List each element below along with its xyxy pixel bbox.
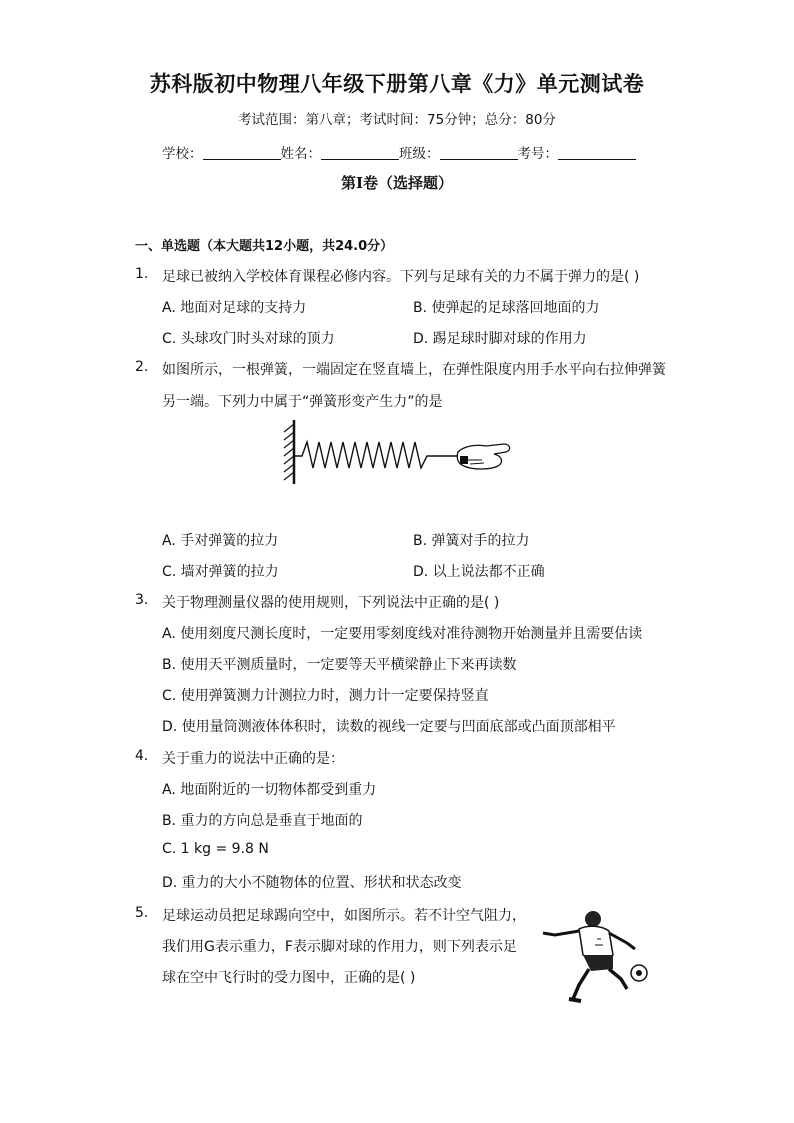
- question-number: 1.: [135, 266, 149, 282]
- part-title: 第I卷（选择题）: [340, 174, 454, 192]
- question-stem: 关于物理测量仪器的使用规则，下列说法中正确的是( ): [162, 595, 500, 611]
- question-stem: 足球已被纳入学校体育课程必修内容。下列与足球有关的力不属于弹力的是( ): [162, 269, 640, 285]
- option-d[interactable]: D. 重力的大小不随物体的位置、形状和状态改变: [162, 875, 462, 891]
- question-stem: 关于重力的说法中正确的是：: [162, 751, 344, 767]
- spring-figure: [280, 416, 520, 488]
- number-blank[interactable]: [558, 145, 636, 160]
- number-label: 考号：: [517, 146, 558, 162]
- option-c[interactable]: C. 1 kg = 9.8 N: [162, 841, 269, 857]
- name-label: 姓名：: [280, 146, 321, 162]
- school-blank[interactable]: [203, 145, 281, 160]
- option-d[interactable]: D. 使用量筒测液体体积时，读数的视线一定要与凹面底部或凸面顶部相平: [162, 719, 616, 735]
- class-blank[interactable]: [440, 145, 518, 160]
- option-b[interactable]: B. 重力的方向总是垂直于地面的: [162, 813, 363, 829]
- question-stem: 如图所示，一根弹簧，一端固定在竖直墙上，在弹性限度内用手水平向右拉伸弹簧: [162, 362, 666, 378]
- option-d[interactable]: D. 以上说法都不正确: [413, 564, 545, 580]
- option-a[interactable]: A. 手对弹簧的拉力: [162, 533, 279, 549]
- school-label: 学校：: [162, 146, 203, 162]
- class-label: 班级：: [399, 146, 440, 162]
- exam-info: 考试范围：第八章；考试时间：75分钟；总分：80分: [238, 112, 556, 128]
- option-c[interactable]: C. 使用弹簧测力计测拉力时，测力计一定要保持竖直: [162, 688, 489, 704]
- option-a[interactable]: A. 地面对足球的支持力: [162, 300, 307, 316]
- section-title: 一、单选题（本大题共12小题，共24.0分）: [135, 239, 394, 254]
- question-stem: 足球运动员把足球踢向空中，如图所示。若不计空气阻力，: [162, 908, 526, 924]
- soccer-player-figure: [535, 905, 655, 1005]
- option-d[interactable]: D. 踢足球时脚对球的作用力: [413, 331, 587, 347]
- question-number: 4.: [135, 748, 149, 764]
- option-b[interactable]: B. 使弹起的足球落回地面的力: [413, 300, 600, 316]
- option-b[interactable]: B. 使用天平测质量时，一定要等天平横梁静止下来再读数: [162, 657, 517, 673]
- question-stem-line2: 我们用G表示重力，F表示脚对球的作用力，则下列表示足: [162, 939, 517, 955]
- student-fields: [162, 142, 636, 162]
- option-b[interactable]: B. 弹簧对手的拉力: [413, 533, 530, 549]
- option-c[interactable]: C. 墙对弹簧的拉力: [162, 564, 279, 580]
- question-number: 3.: [135, 592, 149, 608]
- option-a[interactable]: A. 地面附近的一切物体都受到重力: [162, 782, 377, 798]
- page-title: 苏科版初中物理八年级下册第八章《力》单元测试卷: [149, 71, 645, 96]
- question-number: 2.: [135, 359, 149, 375]
- question-stem-line2: 另一端。下列力中属于“弹簧形变产生力”的是: [162, 394, 443, 410]
- question-number: 5.: [135, 905, 149, 921]
- name-blank[interactable]: [321, 145, 399, 160]
- option-c[interactable]: C. 头球攻门时头对球的顶力: [162, 331, 335, 347]
- option-a[interactable]: A. 使用刻度尺测长度时，一定要用零刻度线对准待测物开始测量并且需要估读: [162, 626, 643, 642]
- question-stem-line3: 球在空中飞行时的受力图中，正确的是( ): [162, 970, 416, 986]
